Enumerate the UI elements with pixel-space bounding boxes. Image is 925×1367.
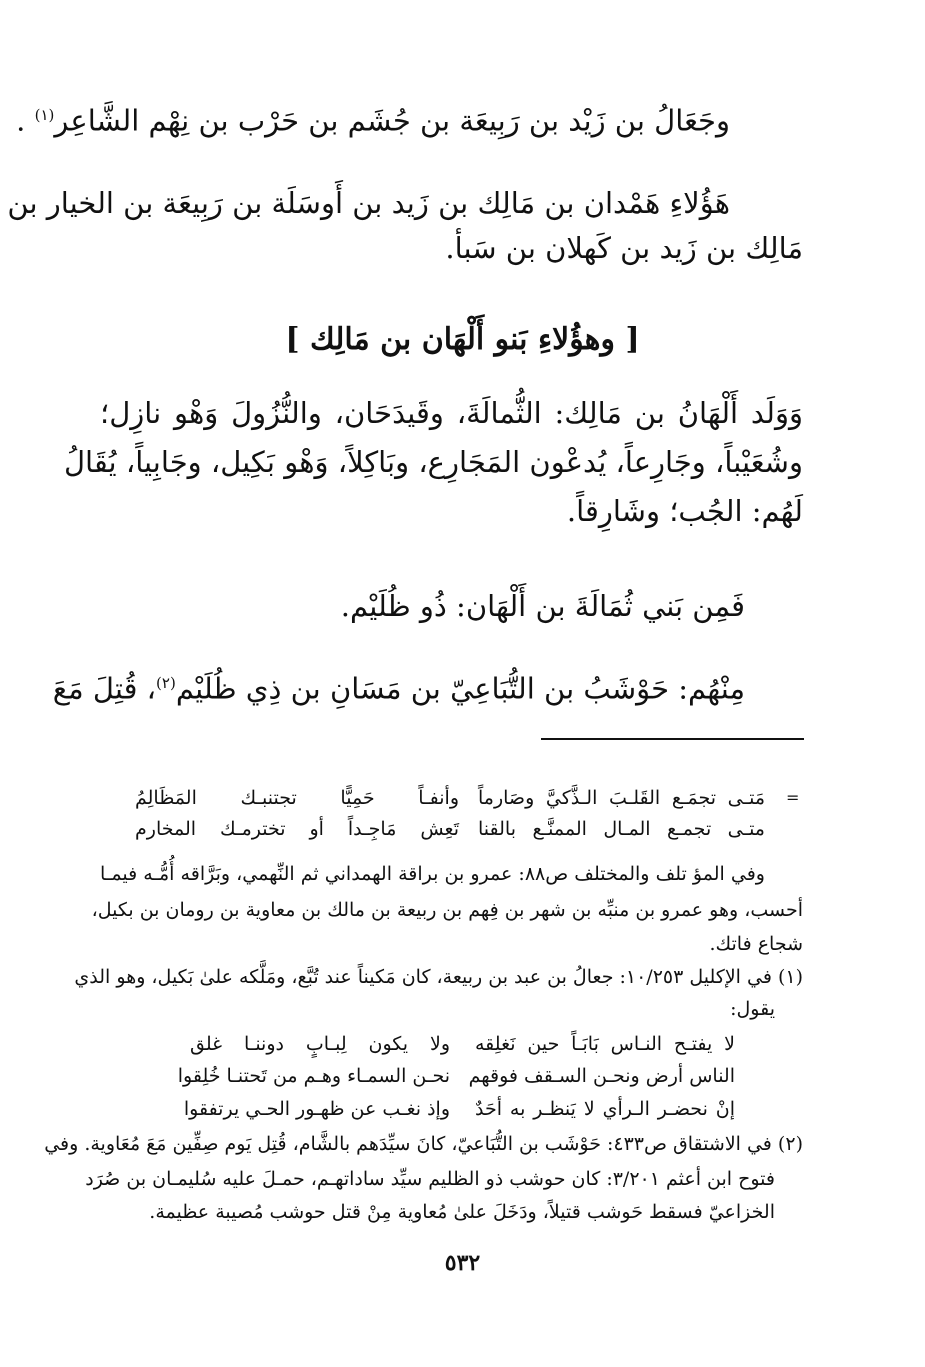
footnote-2-line-2 [85,1165,775,1193]
fn-2-line-2-text: فتوح ابن أعثم ٣/٢٠١: كان حوشب ذو الظليم سيِّد ساداتهـم، حمـلَ عليه سُليمـان بن صُرَد [85,1168,775,1190]
verse-2-a-text: متـى تجمـع المـال الممنَّـع بالقنا [478,818,765,840]
footnote-separator [541,738,804,740]
paragraph-3-line-2 [63,442,803,482]
footnote-2-line-3 [149,1198,775,1226]
paragraph-3-line-3-text: لَهُم: الجُب؛ وشَارِقاً. [566,494,803,528]
fn-1-line-2-text: يقول: [730,998,775,1020]
verse-1-first-hemistich [478,784,765,812]
section-heading: [ وهؤُلاءِ بَنو أَلْهَان بن مَالِك ] [285,322,640,357]
fn-2-line-1-text: (٢) في الاشتقاق ص٤٣٣: حَوْشَب بن التُّبَاعيّ، كانَ سيِّدَهم بالشَّام، قُتِل يَوم صِفِّين مَعَ مُعَاوية. وفي [44,1133,803,1155]
paragraph-3-line-1-text: وَوَلَد أَلْهَانُ بن مَالِك: الثُّمالَةَ، وقَيدَحَان، والنُّزُولَ وَهْو نازِل؛ [100,396,803,430]
main-line-1 [16,95,730,141]
paragraph-3-line-1 [100,393,803,433]
verse-4-first-hemistich [468,1062,735,1090]
verse-3-a-text: لا يفتـح النـاس بَابَـاً حين نَغلِقه [475,1033,735,1055]
paragraph-2-line-1 [7,183,730,223]
page-number: ٥٣٢ [444,1250,481,1276]
paragraph-5-end: ، قُتِلَ مَعَ [52,671,157,706]
footnote-ref-1: (١) [34,106,55,124]
paragraph-5-start: مِنْهُم: حَوْشَبُ بن التُّبَاعِيّ بن مَسَانِ بن ذِي ظُلَيْم [175,671,745,706]
footnote-paragraph-line-2 [91,896,803,924]
verse-1-second-hemistich [135,784,459,812]
verse-2-first-hemistich [478,815,765,843]
verse-1-a-text: مَتـى تجمَـع القَلـبَ الـذَّكيَّ وصَارماً [478,787,765,809]
verse-2-second-hemistich [135,815,459,843]
fn-1-line-1-text: (١) في الإكليل ١٠/٢٥٣: جعالُ بن عبد بن ربيعة، كان مَكيناً عند تُبَّع، ومَلَّكه علىٰ بَكيل، وهو الذي [74,966,803,988]
verse-5-a-text: إنْ نحضـر الـرأي لا يَنظـر به أحَدٌ [475,1098,735,1120]
verse-3-second-hemistich [190,1030,450,1058]
fn-para-1-line-1-text: وفي المؤ تلف والمختلف ص٨٨: عمرو بن براقة الهمداني ثم النِّهمي، وبَرَّاقه أُمُّـه فيمـا [100,863,765,885]
paragraph-2-line-2-text: مَالِك بن زَيد بن كَهلان بن سَبأ. [445,231,803,265]
verse-4-b-text: نحـن السمـاء وهـم من تَحتنـا خُلِقوا [177,1065,450,1087]
paragraph-2-line-1-text: هَؤُلاءِ هَمْدان بن مَالِك بن زَيد بن أَوسَلَة بن رَبِيعَة بن الخيار بن [7,186,730,220]
verse-4-a-text: الناس أرض ونحـن السـقف فوقهم [468,1065,735,1087]
paragraph-2-line-2 [445,228,803,268]
verse-3-first-hemistich [475,1030,735,1058]
fn-para-1-line-3-text: شجاع فاتك. [709,933,803,955]
verse-3-b-text: ولا يكون لِبـابٍ دوننـا غلق [190,1033,450,1055]
main-line-1-end: . [16,103,26,138]
verse-5-b-text: وإذ نغـب عن ظهـور الحـي يرتفقوا [183,1098,450,1120]
verse-1-b-text: وأنفـاً حَمِيًّا تجتنبـك المَظَالِمُ [135,787,459,809]
verse-5-second-hemistich [183,1095,450,1123]
paragraph-3-line-3 [567,491,803,531]
footnote-1-line-1 [74,963,803,991]
paragraph-4 [341,586,745,626]
footnote-paragraph-line-1 [100,860,765,888]
fn-2-line-3-text: الخزاعيّ فسقط حَوشب قتيلاً، ودَخَلَ علىٰ مُعاوية مِنْ قتل حوشب مُصيبة عظيمة. [149,1201,775,1223]
verse-4-second-hemistich [177,1062,450,1090]
verse-5-first-hemistich [475,1095,735,1123]
footnote-paragraph-line-3 [709,930,803,958]
paragraph-5 [52,663,745,709]
paragraph-3-line-2-text: وشُعَيْباً، وجَارِعاً، يُدعْون المَجَارِع، وبَاكِلاً، وَهْو بَكِيل، وجَابِياً، يُقَالُ [63,445,803,479]
continuation-mark: = [786,788,800,807]
footnote-1-line-2 [730,995,775,1023]
paragraph-4-text: فَمِن بَني ثُمَالَةَ بن أَلْهَان: ذُو ظُلَيْم. [340,589,745,623]
main-line-1-text: وجَعَالُ بن زَيْد بن رَبِيعَة بن جُشَم بن حَرْب بن نِهْم الشَّاعِر [54,103,730,138]
fn-para-1-line-2-text: أحسب، وهو عمرو بن منبِّه بن شهر بن فِهم بن ربيعة بن مالك بن معاوية بن رومان بن بكيل، [91,899,803,921]
footnote-ref-2: (٢) [156,674,176,692]
verse-2-b-text: تَعِش مَاجِـداً أو تخترمـك المخارم [135,818,459,840]
footnote-2-line-1 [44,1130,803,1158]
